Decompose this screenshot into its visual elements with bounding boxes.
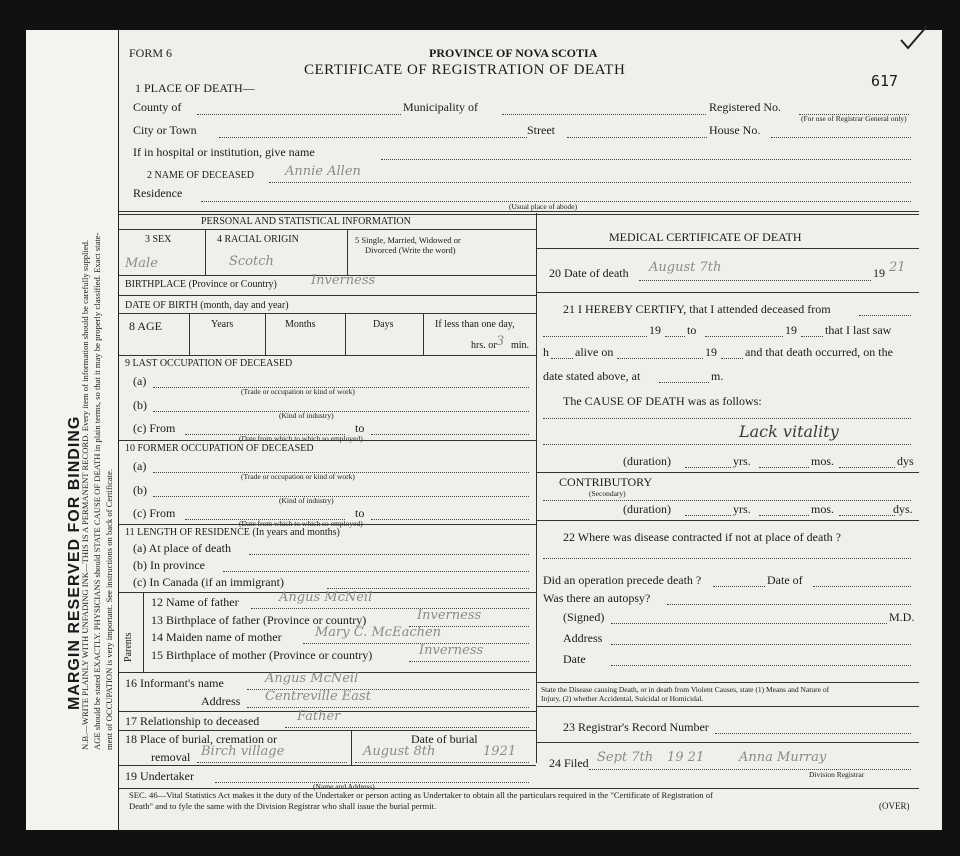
trade-note-2: (Trade or occupation or kind of work) [241, 472, 355, 481]
form-number: FORM 6 [129, 46, 173, 60]
sex-value: Male [125, 256, 158, 271]
filed-label: 24 Filed [549, 756, 589, 770]
burial-date-value: August 8th [363, 744, 436, 759]
certify-19a: 19 [649, 323, 661, 337]
undertaker-label: 19 Undertaker [125, 769, 194, 783]
binding-margin [26, 30, 118, 830]
age-label: 8 AGE [129, 319, 162, 333]
occ2-a-label: (a) [133, 459, 147, 473]
deceased-name-label: 2 NAME OF DECEASED [147, 170, 254, 181]
in-province-label: (b) In province [133, 558, 205, 572]
burial-place-value: Birch village [201, 744, 285, 759]
date-employed-note: (Date from which to which so employed) [239, 434, 363, 443]
industry-note: (Kind of industry) [279, 411, 334, 420]
burial-date-label: Date of burial [411, 732, 478, 746]
parents-side-label: Parents [123, 632, 134, 662]
race-label: 4 RACIAL ORIGIN [217, 234, 299, 245]
certificate-page [26, 30, 942, 830]
county-label: County of [133, 100, 182, 114]
house-label: House No. [709, 123, 761, 137]
certify-19b: 19 [785, 323, 797, 337]
hospital-label: If in hospital or institution, give name [133, 145, 315, 159]
place-of-death-heading: 1 PLACE OF DEATH— [135, 81, 255, 95]
removal-label: removal [151, 750, 191, 764]
contributory-label: CONTRIBUTORY [559, 475, 653, 489]
occ-b-label: (b) [133, 398, 147, 412]
duration-label-2: (duration) [623, 502, 671, 516]
secondary-label: (Secondary) [589, 489, 626, 498]
dob-label: DATE OF BIRTH (month, day and year) [125, 300, 289, 311]
mos-label-2: mos. [811, 502, 835, 516]
to-label: to [355, 421, 365, 435]
relationship-label: 17 Relationship to deceased [125, 714, 260, 728]
certify-m: m. [711, 369, 724, 383]
undertaker-note: (Name and Address) [313, 782, 375, 791]
minutes-value: 3 [496, 334, 505, 349]
autopsy-label: Was there an autopsy? [543, 591, 651, 605]
former-occupation-heading: 10 FORMER OCCUPATION OF DECEASED [125, 443, 314, 454]
certify-occurred: and that death occurred, on the [745, 345, 893, 359]
mother-birth-label: 15 Birthplace of mother (Province or country) [151, 648, 373, 662]
operation-label: Did an operation precede death ? [543, 573, 702, 587]
death-year-prefix: 19 [873, 266, 885, 280]
months-label: Months [285, 319, 316, 330]
certify-19c: 19 [705, 345, 717, 359]
marital-label-2: Divorced (Write the word) [365, 245, 456, 255]
certificate-number: 617 [871, 72, 899, 90]
hrs-label: hrs. or [471, 340, 497, 351]
trade-note: (Trade or occupation or kind of work) [241, 387, 355, 396]
in-canada-label: (c) In Canada (if an immigrant) [133, 575, 284, 589]
dys-label: dys [897, 454, 914, 468]
checkmark-icon [899, 24, 929, 50]
deceased-name-value: Annie Allen [285, 164, 361, 179]
certify-date-stated: date stated above, at [543, 369, 641, 383]
registrar-record-label: 23 Registrar's Record Number [563, 720, 709, 734]
certify-to: to [687, 323, 697, 337]
occ-a-label: (a) [133, 374, 147, 388]
burial-year-value: 1921 [483, 744, 517, 759]
relationship-value: Father [297, 709, 341, 724]
to-label-2: to [355, 506, 365, 520]
father-label: 12 Name of father [151, 595, 239, 609]
certificate-title: CERTIFICATE OF REGISTRATION OF DEATH [304, 62, 626, 78]
margin-binding-text: MARGIN RESERVED FOR BINDING [66, 415, 83, 710]
certify-text: 21 I HEREBY CERTIFY, that I attended deceased from [563, 302, 831, 316]
min-label: min. [511, 340, 530, 351]
residence-note: (Usual place of abode) [509, 202, 578, 211]
personal-heading: PERSONAL AND STATISTICAL INFORMATION [201, 216, 411, 227]
death-year-value: 21 [889, 260, 906, 275]
race-value: Scotch [229, 254, 274, 269]
over-label: (OVER) [879, 801, 910, 811]
medical-heading: MEDICAL CERTIFICATE OF DEATH [609, 230, 802, 244]
q22-label: 22 Where was disease contracted if not at place of death ? [563, 530, 841, 544]
mother-birth-value: Inverness [419, 643, 484, 658]
margin-note-3: ment of OCCUPATION is very important. See instructions on back of Certificate. [104, 468, 114, 750]
years-label: Years [211, 319, 234, 330]
operation-date-label: Date of [767, 573, 803, 587]
from-label-2: (c) From [133, 506, 176, 520]
residence-label: Residence [133, 186, 183, 200]
division-registrar-label: Division Registrar [809, 770, 865, 779]
occ2-b-label: (b) [133, 483, 147, 497]
date-death-label: 20 Date of death [549, 266, 629, 280]
less-than-day-label: If less than one day, [435, 319, 515, 330]
margin-note-2: AGE should be stated EXACTLY. PHYSICIANS should STATE CAUSE OF DEATH in plain terms, so that it may be properly classified. Exact state- [92, 232, 102, 750]
birthplace-value: Inverness [311, 273, 376, 288]
informant-label: 16 Informant's name [125, 676, 224, 690]
at-place-label: (a) At place of death [133, 541, 231, 555]
certify-last-saw: that I last saw [825, 323, 892, 337]
sec46-text-2: Death" and to fyle the same with the Division Registrar who shall issue the burial permit. [129, 801, 437, 811]
medical-date-label: Date [563, 652, 586, 666]
cause-label: The CAUSE OF DEATH was as follows: [563, 394, 762, 408]
margin-note-1: N.B.—WRITE PLAINLY WITH UNFADING INK—THIS IS A PERMANENT RECORD. Every item of information should be carefully supplied. [80, 239, 90, 750]
date-death-value: August 7th [649, 260, 722, 275]
filed-year-value: 19 21 [667, 750, 705, 765]
last-occupation-heading: 9 LAST OCCUPATION OF DECEASED [125, 358, 293, 369]
cause-value: Lack vitality [739, 422, 839, 441]
sec46-text: SEC. 46—Vital Statistics Act makes it the duty of the Undertaker or person acting as Undertaker to obtain all the particulars required in the "Certificate of Registration of [129, 790, 713, 800]
duration-label: (duration) [623, 454, 671, 468]
yrs-label-2: yrs. [733, 502, 751, 516]
state-disease-note-2: Injury, (2) whether Accidental, Suicidal or Homicidal. [541, 694, 704, 703]
form-body [118, 30, 943, 830]
burial-place-label: 18 Place of burial, cremation or [125, 732, 277, 746]
registered-label: Registered No. [709, 100, 781, 114]
mos-label: mos. [811, 454, 835, 468]
days-label: Days [373, 319, 394, 330]
registrar-signature: Anna Murray [739, 750, 827, 765]
yrs-label: yrs. [733, 454, 751, 468]
informant-value: Angus McNeil [265, 671, 359, 686]
industry-note-2: (Kind of industry) [279, 496, 334, 505]
medical-address-label: Address [563, 631, 603, 645]
signed-label: (Signed) [563, 610, 605, 624]
date-employed-note-2: (Date from which to which so employed) [239, 519, 363, 528]
filed-value: Sept 7th [597, 750, 654, 765]
md-label: M.D. [889, 610, 915, 624]
father-birth-value: Inverness [417, 608, 482, 623]
province-title: PROVINCE OF NOVA SCOTIA [429, 46, 598, 60]
street-label: Street [527, 123, 555, 137]
certify-alive: alive on [575, 345, 614, 359]
marital-label: 5 Single, Married, Widowed or [355, 235, 461, 245]
certify-h: h [543, 345, 549, 359]
length-residence-heading: 11 LENGTH OF RESIDENCE (In years and months) [125, 527, 340, 538]
from-label: (c) From [133, 421, 176, 435]
registered-note: (For use of Registrar General only) [801, 114, 907, 123]
sex-label: 3 SEX [145, 234, 172, 245]
informant-address-label: Address [201, 694, 241, 708]
father-value: Angus McNeil [279, 590, 373, 605]
father-birth-label: 13 Birthplace of father (Province or country) [151, 613, 367, 627]
state-disease-note: State the Disease causing Death, or in death from Violent Causes, state (1) Means and Nature of [541, 685, 830, 694]
mother-value: Mary C. McEachen [315, 625, 442, 640]
informant-address-value: Centreville East [265, 689, 371, 704]
municipality-label: Municipality of [403, 100, 478, 114]
mother-label: 14 Maiden name of mother [151, 630, 282, 644]
city-label: City or Town [133, 123, 197, 137]
birthplace-label: BIRTHPLACE (Province or Country) [125, 279, 277, 290]
dys-label-2: dys. [893, 502, 913, 516]
